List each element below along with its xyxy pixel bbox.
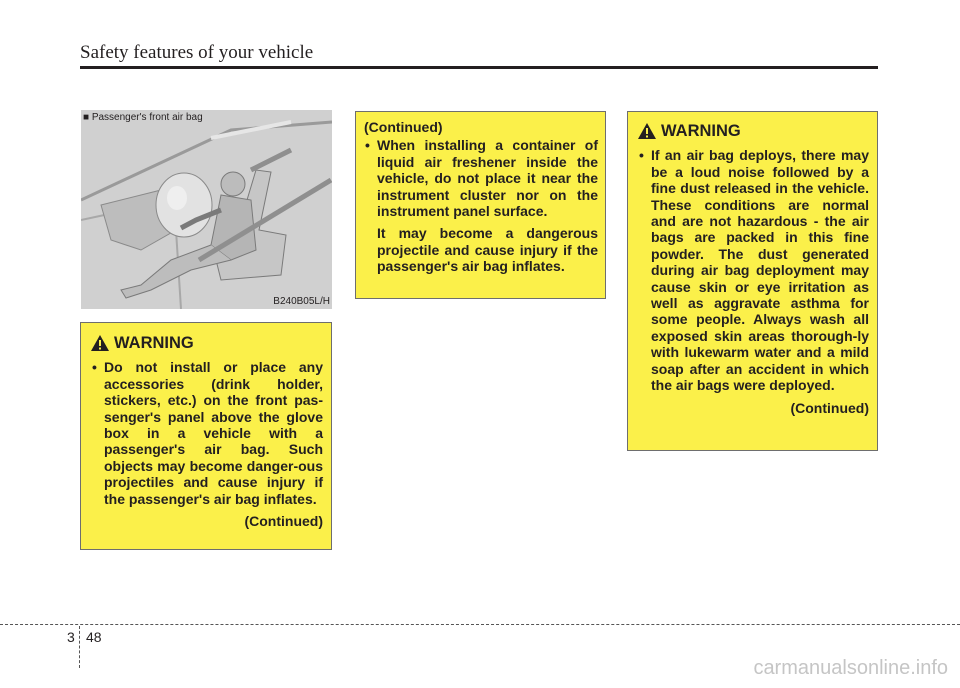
warning-heading-text: WARNING xyxy=(114,334,194,352)
warning-bullet: • Do not install or place any accessories (drink holder, stickers, etc.) on the front pas-senger's panel above the glove box in a vehicle with a passenger's air bag. Such objects may become danger-ous projectiles and cause injury if the passenger's air bag inflates. xyxy=(91,359,323,507)
warning-heading xyxy=(638,123,869,139)
warning-bullet: • If an air bag deploys, there may be a loud noise followed by a fine dust released in the vehicle. These conditions are normal and are not hazardous - the air bags are packed in this fine powder. The dust generated during air bag deployment may cause skin or eye irritation as well as aggravate asthma for some people. Always wash all exposed skin areas thorough-ly with lukewarm water and a mild soap after an accident in which the air bags were deployed. xyxy=(638,147,869,393)
continued-box-air-freshener xyxy=(355,111,606,299)
continued-label: (Continued) xyxy=(790,399,869,416)
continued-label: (Continued) xyxy=(244,513,323,530)
page-number: 48 xyxy=(86,629,102,645)
continued-bullet: • When installing a container of liquid air freshener inside the vehicle, do not place it near the instrument cluster nor on the instrument panel surface. xyxy=(364,137,598,219)
footer-divider xyxy=(79,626,80,668)
watermark: carmanualsonline.info xyxy=(753,657,948,679)
header-rule xyxy=(80,66,878,69)
figure-caption: ■ Passenger's front air bag xyxy=(83,112,203,123)
warning-heading xyxy=(91,335,323,351)
warning-triangle-icon xyxy=(638,123,656,139)
figure-code: B240B05L/H xyxy=(273,296,330,307)
airbag-drawing xyxy=(81,110,332,309)
airbag-illustration xyxy=(81,110,332,309)
warning-heading-text: WARNING xyxy=(661,122,741,140)
warning-box-airbag-dust xyxy=(627,111,878,451)
chapter-number: 3 xyxy=(67,629,75,645)
continued-heading: (Continued) xyxy=(364,119,443,135)
warning-triangle-icon xyxy=(91,335,109,351)
footer-rule xyxy=(0,624,960,625)
continued-paragraph: It may become a dangerous projectile and cause injury if the passenger's air bag inflates. xyxy=(377,225,598,275)
page-header-title: Safety features of your vehicle xyxy=(80,42,314,63)
warning-box-accessories xyxy=(80,322,332,550)
